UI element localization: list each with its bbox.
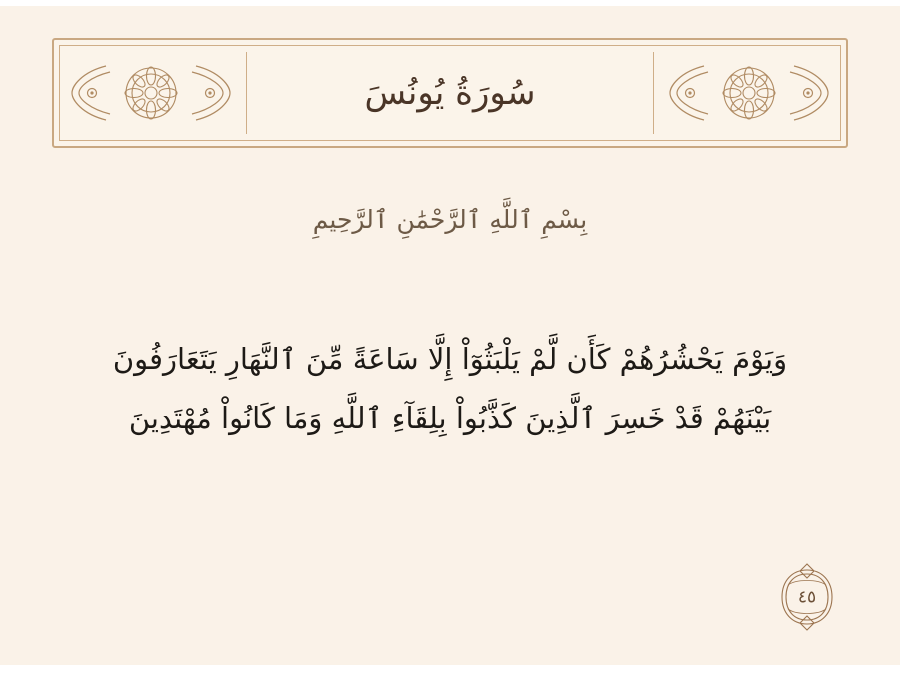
page-number: ٤٥ bbox=[797, 587, 817, 608]
floral-rosette-icon bbox=[120, 62, 182, 124]
ayah-line: وَيَوْمَ يَحْشُرُهُمْ كَأَن لَّمْ يَلْبَثُوٓاْ إِلَّا سَاعَةً مِّنَ ٱلنَّهَارِ يَتَعَارَفُونَ bbox=[112, 342, 788, 376]
basmala-text: بِسْمِ ٱللَّهِ ٱلرَّحْمَٰنِ ٱلرَّحِيمِ bbox=[312, 205, 588, 234]
right-ornament-band bbox=[658, 46, 840, 140]
surah-header-band bbox=[52, 38, 848, 148]
surah-title: سُورَةُ يُونُسَ bbox=[364, 72, 536, 113]
crescent-ornament-icon bbox=[784, 60, 838, 126]
surah-title-plaque bbox=[246, 52, 654, 134]
left-ornament-band bbox=[60, 46, 242, 140]
crescent-ornament-icon bbox=[62, 60, 116, 126]
surah-header-inner-frame bbox=[59, 45, 841, 141]
floral-rosette-icon bbox=[718, 62, 780, 124]
ayah-line: بَيْنَهُمْ قَدْ خَسِرَ ٱلَّذِينَ كَذَّبُواْ بِلِقَآءِ ٱللَّهِ وَمَا كَانُواْ مُهْتَدِينَ bbox=[128, 401, 772, 436]
ayah-body bbox=[60, 330, 840, 449]
crescent-ornament-icon bbox=[186, 60, 240, 126]
page-number-medallion-icon bbox=[776, 561, 838, 633]
crescent-ornament-icon bbox=[660, 60, 714, 126]
